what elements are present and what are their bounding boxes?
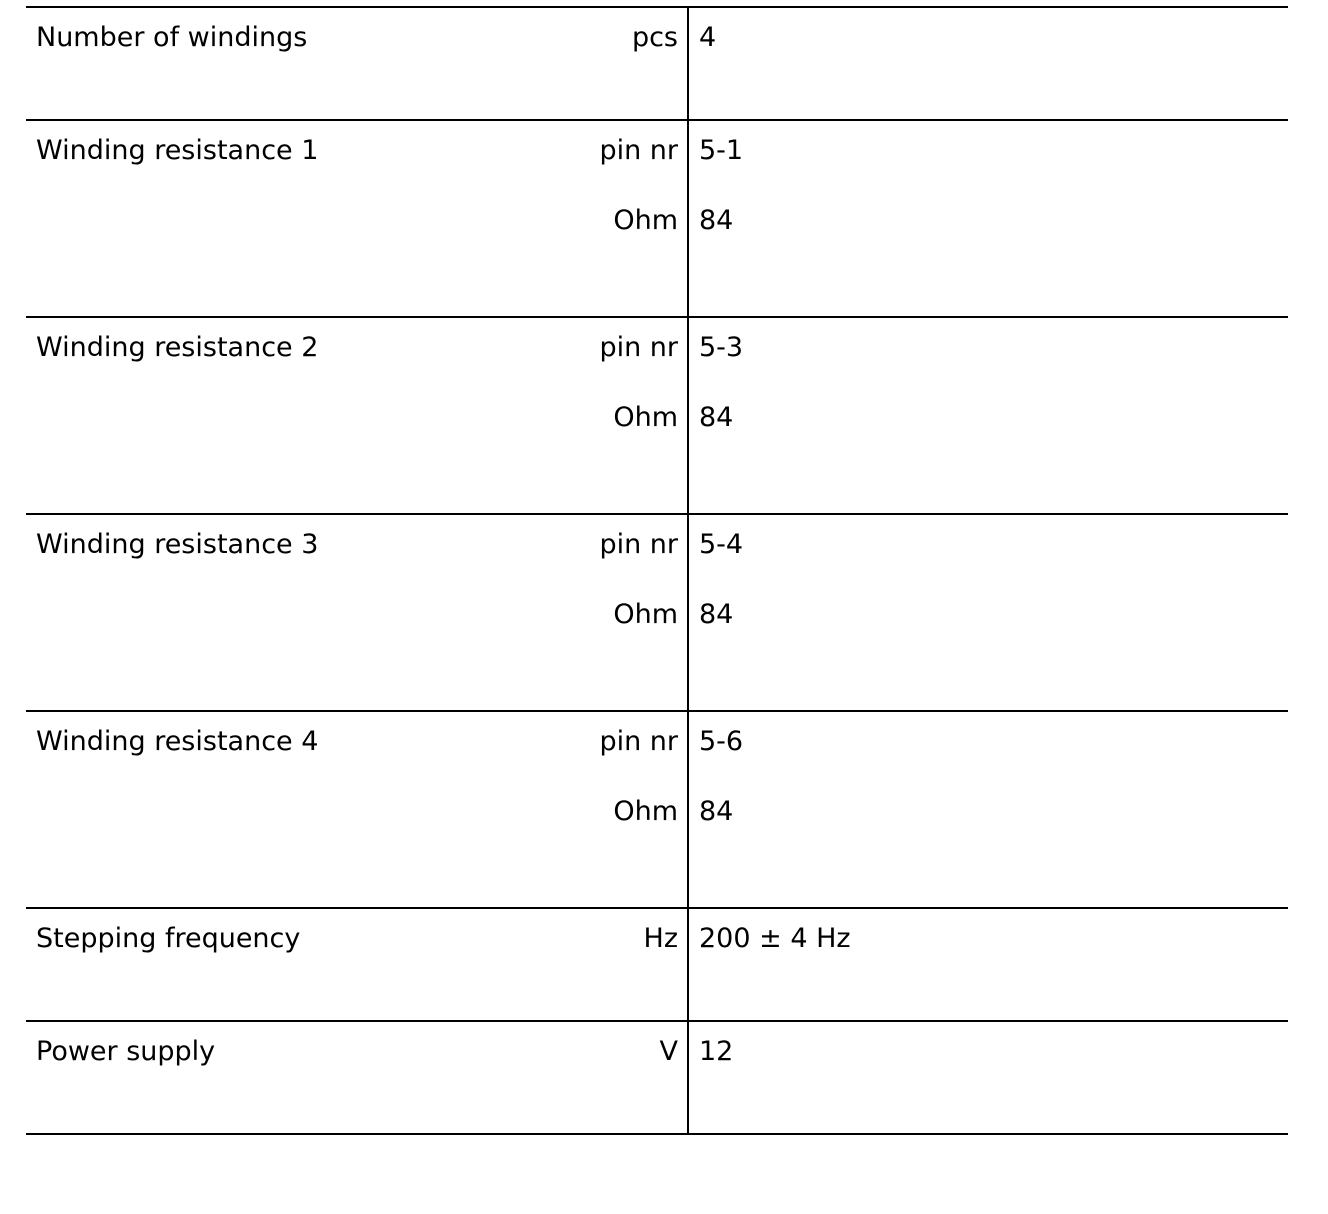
spec-row-number-of-windings: [26, 7, 1288, 120]
spec-row-winding-resistance-4: [26, 711, 1288, 908]
spec-row-power-supply: [26, 1021, 1288, 1134]
value-cell: [688, 514, 1288, 711]
parameter-label: Winding resistance 1: [36, 135, 319, 166]
value-cell: [688, 711, 1288, 908]
value-cell: [688, 908, 1288, 1021]
unit-label: Hz: [643, 923, 678, 954]
label-cell: [26, 7, 688, 120]
parameter-value: 12: [699, 1036, 734, 1067]
parameter-label: Power supply: [36, 1036, 216, 1067]
unit-label: Ohm: [613, 796, 678, 827]
unit-label: Ohm: [613, 599, 678, 630]
parameter-value: 200 ± 4 Hz: [699, 923, 851, 954]
parameter-label: Winding resistance 3: [36, 529, 319, 560]
unit-label: Ohm: [613, 402, 678, 433]
label-cell: [26, 317, 688, 514]
parameter-value: 84: [699, 599, 734, 630]
unit-label: V: [659, 1036, 678, 1067]
parameter-value: 5-6: [699, 726, 744, 757]
label-cell: [26, 1021, 688, 1134]
parameter-label: Winding resistance 4: [36, 726, 319, 757]
label-cell: [26, 514, 688, 711]
unit-label: pin nr: [599, 529, 678, 560]
spec-table: [26, 6, 1288, 1135]
spec-row-winding-resistance-2: [26, 317, 1288, 514]
parameter-label: Winding resistance 2: [36, 332, 319, 363]
unit-label: pin nr: [599, 332, 678, 363]
parameter-value: 84: [699, 205, 734, 236]
value-cell: [688, 120, 1288, 317]
spec-row-winding-resistance-1: [26, 120, 1288, 317]
unit-label: pcs: [631, 22, 678, 53]
unit-label: Ohm: [613, 205, 678, 236]
parameter-value: 84: [699, 402, 734, 433]
parameter-value: 5-3: [699, 332, 744, 363]
spec-row-winding-resistance-3: [26, 514, 1288, 711]
label-cell: [26, 908, 688, 1021]
unit-label: pin nr: [599, 726, 678, 757]
parameter-value: 84: [699, 796, 734, 827]
value-cell: [688, 7, 1288, 120]
label-cell: [26, 120, 688, 317]
parameter-value: 5-4: [699, 529, 744, 560]
parameter-value: 4: [699, 22, 717, 53]
value-cell: [688, 317, 1288, 514]
parameter-label: Number of windings: [36, 22, 308, 53]
spec-row-stepping-frequency: [26, 908, 1288, 1021]
value-cell: [688, 1021, 1288, 1134]
unit-label: pin nr: [599, 135, 678, 166]
label-cell: [26, 711, 688, 908]
parameter-label: Stepping frequency: [36, 923, 301, 954]
parameter-value: 5-1: [699, 135, 744, 166]
